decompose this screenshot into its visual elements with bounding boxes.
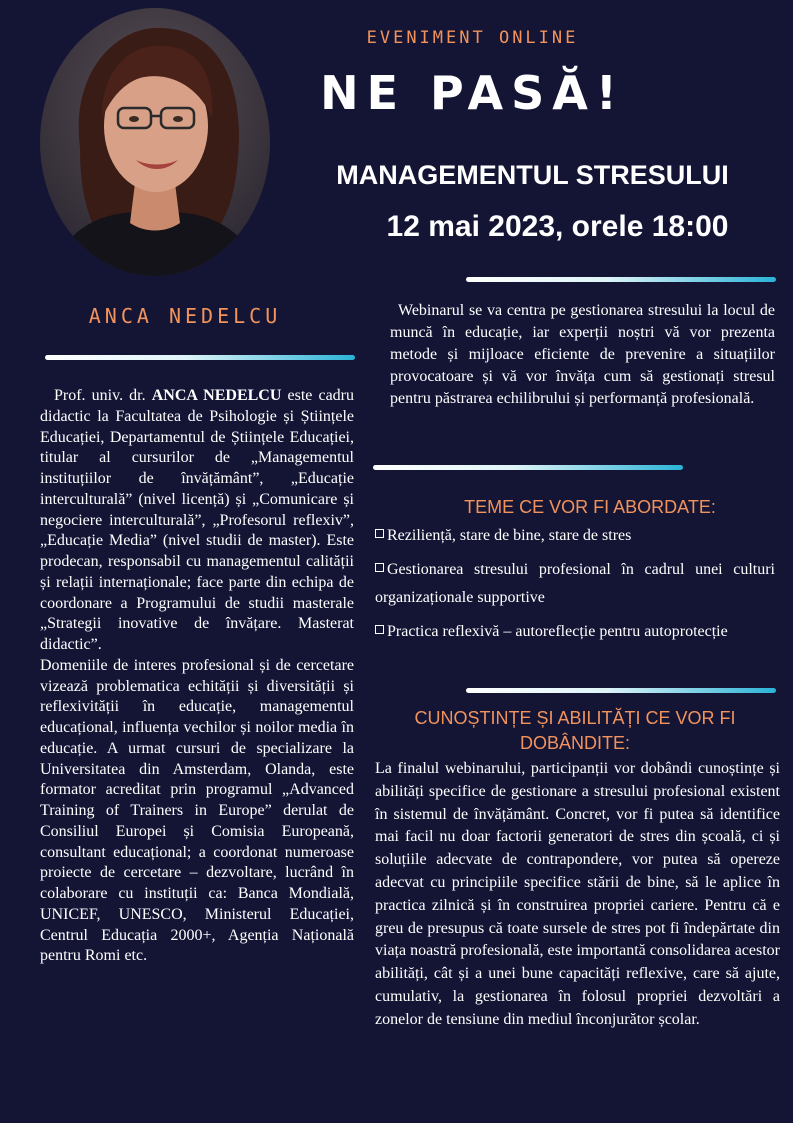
topics-list xyxy=(375,522,775,652)
event-title: NE PASĂ! xyxy=(320,66,625,120)
bio-text: este cadru didactic la Facultatea de Psihologie și Științele Educației, Departamentul de Științele Educației, titular al cursurilor de „Managementul instituțiilor de învățământ”, „Educație interculturală” (nivel licență) și „Comunicare și negociere interculturală”, „Profesorul reflexiv”, „Educație Media” (nivel studii de master). Este prodecan, responsabil cu managementul calității și relații internaționale; face parte din echipa de coordonare a Programului de studii masterale „Strategii inovative de învățare. Masterat didactic”. xyxy=(40,387,354,653)
event-date: 12 mai 2023, orele 18:00 xyxy=(386,210,729,243)
webinar-description xyxy=(390,300,775,410)
topic-item: Practica reflexivă – autoreflecție pentru autoprotecție xyxy=(375,618,775,646)
speaker-bio xyxy=(40,386,354,967)
divider-intro xyxy=(373,465,683,470)
bio-prefix: Prof. univ. dr. xyxy=(54,387,152,404)
webinar-description-text: Webinarul se va centra pe gestionarea stresului la locul de muncă în educație, iar experții noștri vă vor prezenta metode și mijloace eficiente de prevenire a situațiilor provocatoare și vă vor învăța cum să gestionați stresul pentru păstrarea echilibrului și performanță profesională. xyxy=(390,302,775,407)
bio-speaker-name: ANCA NEDELCU xyxy=(151,387,282,404)
checkbox-bullet-icon xyxy=(375,529,384,538)
checkbox-bullet-icon xyxy=(375,625,384,634)
bio-paragraph xyxy=(40,386,354,656)
speaker-portrait xyxy=(40,8,270,276)
divider-topics xyxy=(466,688,776,693)
outcomes-heading: CUNOȘTINȚE ȘI ABILITĂȚI CE VOR FI DOBÂNDITE: xyxy=(414,708,736,753)
speaker-name: ANCA NEDELCU xyxy=(88,304,282,328)
divider-speaker xyxy=(45,355,355,360)
topic-item: Reziliență, stare de bine, stare de stres xyxy=(375,522,775,550)
checkbox-bullet-icon xyxy=(375,563,384,572)
event-subtitle: MANAGEMENTUL STRESULUI xyxy=(336,160,729,190)
outcomes-text: La finalul webinarului, participanții vor dobândi cunoștințe și abilități specifice de gestionare a stresului profesional existent în sistemul de învățământ. Concret, vor fi putea să identifice mai facil nu doar factorii generatori de stres din școală, ci și soluțiile adecvate de contrapondere, vor putea să opereze adecvat cu principiile specifice stării de bine, să le aplice în practica zilnică și în construirea propriei cariere. Pentru că e greu de presupus că toate sursele de stres pot fi îndepărtate din viața noastră profesională, este importantă consolidarea acestor abilități, cât și a unei bune capacități reflexive, care să ajute, cumulativ, la gestionarea în folosul propriei dezvoltări a zonelor de tensiune din mediul înconjurător școlar. xyxy=(375,760,780,1028)
topics-heading: TEME CE VOR FI ABORDATE: xyxy=(464,497,716,517)
bio-paragraph-2: Domeniile de interes profesional și de cercetare vizează problematica echității și diversității și reflexivității în educație, managementul educațional, influența vechilor și noilor media în educație. A urmat cursuri de specializare la Universitatea din Amsterdam, Olanda, este formator acreditat prin programul „Advanced Training of Trainers in Europe” derulat de Consiliul Europei și Comisia Europeană, consultant educațional; a coordonat numeroase proiecte de cercetare – dezvoltare, lucrând în colaborare cu instituții ca: Banca Mondială, UNICEF, UNESCO, Ministerul Educației, Centrul Educația 2000+, Agenția Națională pentru Romi etc. xyxy=(40,656,354,965)
event-type-label: EVENIMENT ONLINE xyxy=(366,28,579,48)
topic-item: Gestionarea stresului profesional în cadrul unei culturi organizaționale supportive xyxy=(375,561,775,606)
divider-header xyxy=(466,277,776,282)
